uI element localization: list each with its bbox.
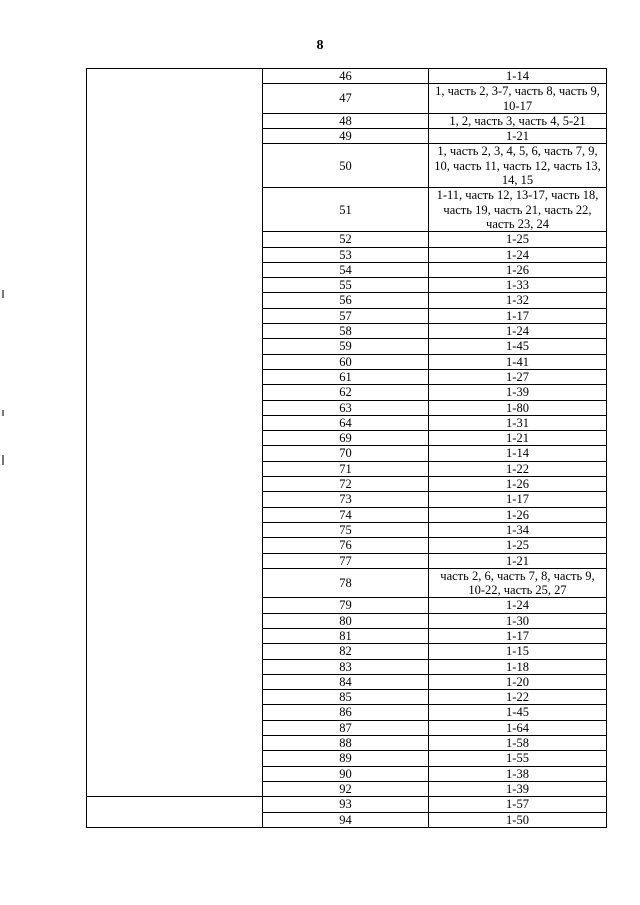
items-cell: 1-24: [429, 247, 607, 262]
article-number-cell: 76: [263, 538, 429, 553]
items-cell: 1-80: [429, 400, 607, 415]
items-cell: 1-24: [429, 598, 607, 613]
items-cell: 1-58: [429, 736, 607, 751]
items-cell: 1-39: [429, 781, 607, 796]
article-number-cell: 89: [263, 751, 429, 766]
article-number-cell: 83: [263, 659, 429, 674]
article-number-cell: 78: [263, 568, 429, 598]
article-number-cell: 53: [263, 247, 429, 262]
group-cell: [87, 69, 263, 797]
articles-table: [86, 68, 607, 828]
article-number-cell: 77: [263, 553, 429, 568]
article-number-cell: 69: [263, 431, 429, 446]
article-number-cell: 73: [263, 492, 429, 507]
items-cell: 1-57: [429, 797, 607, 812]
article-number-cell: 79: [263, 598, 429, 613]
article-number-cell: 72: [263, 477, 429, 492]
items-cell: 1-21: [429, 553, 607, 568]
article-number-cell: 46: [263, 69, 429, 84]
table-body: [87, 69, 607, 828]
article-number-cell: 90: [263, 766, 429, 781]
article-number-cell: 56: [263, 293, 429, 308]
article-number-cell: 49: [263, 129, 429, 144]
article-number-cell: 59: [263, 339, 429, 354]
article-number-cell: 92: [263, 781, 429, 796]
items-cell: 1-33: [429, 278, 607, 293]
article-number-cell: 82: [263, 644, 429, 659]
article-number-cell: 48: [263, 113, 429, 128]
article-number-cell: 51: [263, 188, 429, 232]
items-cell: 1-14: [429, 446, 607, 461]
items-cell: 1-41: [429, 354, 607, 369]
article-number-cell: 87: [263, 720, 429, 735]
items-cell: 1-26: [429, 477, 607, 492]
items-cell: 1-34: [429, 522, 607, 537]
article-number-cell: 57: [263, 308, 429, 323]
article-number-cell: 85: [263, 690, 429, 705]
article-number-cell: 64: [263, 415, 429, 430]
page-number: 8: [316, 38, 324, 53]
items-cell: 1-17: [429, 628, 607, 643]
items-cell: 1-38: [429, 766, 607, 781]
items-cell: 1-45: [429, 339, 607, 354]
article-number-cell: 81: [263, 628, 429, 643]
items-cell: 1-14: [429, 69, 607, 84]
items-cell: 1, 2, часть 3, часть 4, 5-21: [429, 113, 607, 128]
article-number-cell: 62: [263, 385, 429, 400]
article-number-cell: 74: [263, 507, 429, 522]
article-number-cell: 54: [263, 262, 429, 277]
article-number-cell: 84: [263, 674, 429, 689]
article-number-cell: 93: [263, 797, 429, 812]
items-cell: 1-17: [429, 308, 607, 323]
scan-mark: [2, 410, 4, 416]
items-cell: 1, часть 2, 3, 4, 5, 6, часть 7, 9, 10, часть 11, часть 12, часть 13, 14, 15: [429, 144, 607, 188]
items-cell: 1-22: [429, 690, 607, 705]
items-cell: 1-45: [429, 705, 607, 720]
items-cell: 1-21: [429, 129, 607, 144]
article-number-cell: 60: [263, 354, 429, 369]
scan-mark: [2, 455, 4, 465]
items-cell: часть 2, 6, часть 7, 8, часть 9, 10-22, часть 25, 27: [429, 568, 607, 598]
group-cell: [87, 797, 263, 828]
items-cell: 1-55: [429, 751, 607, 766]
article-number-cell: 52: [263, 232, 429, 247]
article-number-cell: 71: [263, 461, 429, 476]
article-number-cell: 80: [263, 613, 429, 628]
items-cell: 1-64: [429, 720, 607, 735]
items-cell: 1-26: [429, 262, 607, 277]
items-cell: 1-11, часть 12, 13-17, часть 18, часть 19, часть 21, часть 22, часть 23, 24: [429, 188, 607, 232]
items-cell: 1-39: [429, 385, 607, 400]
items-cell: 1-24: [429, 324, 607, 339]
article-number-cell: 58: [263, 324, 429, 339]
items-cell: 1-22: [429, 461, 607, 476]
article-number-cell: 70: [263, 446, 429, 461]
items-cell: 1-25: [429, 538, 607, 553]
article-number-cell: 63: [263, 400, 429, 415]
article-number-cell: 86: [263, 705, 429, 720]
article-number-cell: 55: [263, 278, 429, 293]
items-cell: 1-20: [429, 674, 607, 689]
items-cell: 1, часть 2, 3-7, часть 8, часть 9, 10-17: [429, 84, 607, 114]
items-cell: 1-18: [429, 659, 607, 674]
items-cell: 1-26: [429, 507, 607, 522]
article-number-cell: 47: [263, 84, 429, 114]
items-cell: 1-17: [429, 492, 607, 507]
table-row: [87, 69, 607, 84]
article-number-cell: 75: [263, 522, 429, 537]
items-cell: 1-27: [429, 369, 607, 384]
article-number-cell: 94: [263, 812, 429, 827]
items-cell: 1-50: [429, 812, 607, 827]
items-cell: 1-25: [429, 232, 607, 247]
items-cell: 1-32: [429, 293, 607, 308]
table-row: [87, 797, 607, 812]
items-cell: 1-31: [429, 415, 607, 430]
scan-mark: [2, 290, 4, 298]
article-number-cell: 50: [263, 144, 429, 188]
items-cell: 1-21: [429, 431, 607, 446]
article-number-cell: 61: [263, 369, 429, 384]
items-cell: 1-30: [429, 613, 607, 628]
items-cell: 1-15: [429, 644, 607, 659]
article-number-cell: 88: [263, 736, 429, 751]
